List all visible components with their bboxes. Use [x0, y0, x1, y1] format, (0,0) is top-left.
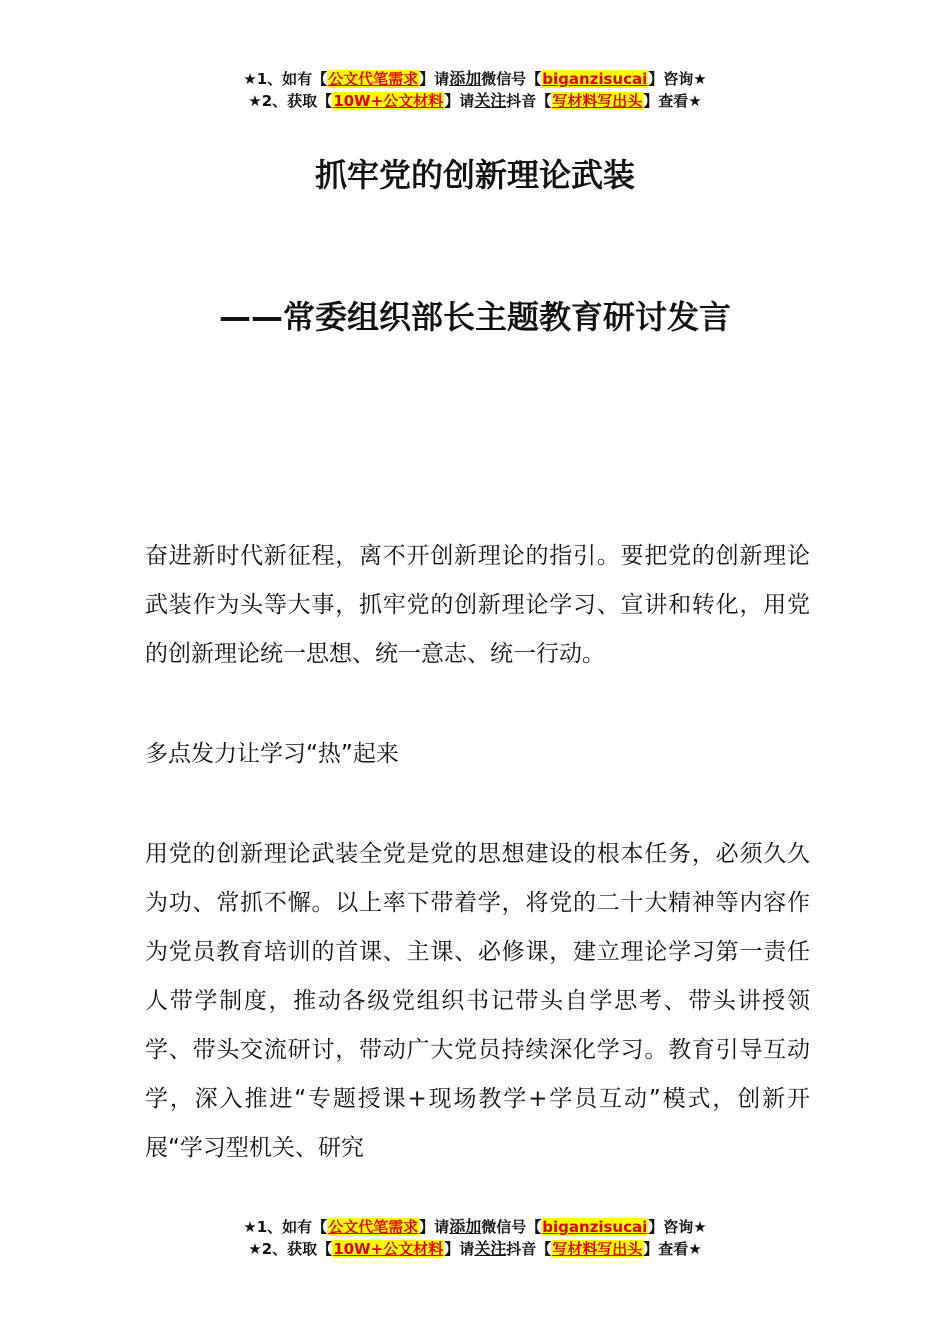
highlight-text: 公文代笔需求 [328, 70, 419, 88]
banner-text: ★2、获取【 [248, 92, 333, 110]
underlined-text: 添加 [449, 69, 482, 88]
highlight-text: 10W+公文材料 [333, 1240, 444, 1258]
underlined-text: 关注 [474, 91, 507, 110]
bottom-banner [0, 1216, 950, 1260]
douyin-id: 写材料写出头 [552, 92, 643, 110]
banner-text: 】请 [419, 1218, 450, 1236]
banner-text: 抖音【 [506, 1240, 552, 1258]
highlight-text: 10W+公文材料 [333, 92, 444, 110]
document-title: 抓牢党的创新理论武装 [314, 156, 635, 194]
highlight-text: 公文代笔需求 [328, 1218, 419, 1236]
section-heading: 多点发力让学习“热”起来 [145, 741, 399, 767]
banner-text: 】查看★ [643, 92, 702, 110]
banner-text: ★1、如有【 [243, 1218, 328, 1236]
banner-line-2 [0, 90, 950, 112]
banner-text: ★2、获取【 [248, 1240, 333, 1258]
banner-text: 抖音【 [506, 92, 552, 110]
banner-line-1 [0, 1216, 950, 1238]
banner-text: 】查看★ [643, 1240, 702, 1258]
underlined-text: 添加 [449, 1217, 482, 1236]
underlined-text: 关注 [474, 1239, 507, 1258]
banner-text: 】咨询★ [648, 70, 707, 88]
paragraph-intro: 奋进新时代新征程，离不开创新理论的指引。要把党的创新理论武装作为头等大事，抓牢党的创新理论学习、宣讲和转化，用党的创新理论统一思想、统一意志、统一行动。 [145, 543, 810, 667]
document-subtitle: ——常委组织部长主题教育研讨发言 [218, 298, 731, 336]
douyin-id: 写材料写出头 [552, 1240, 643, 1258]
top-banner [0, 68, 950, 112]
banner-line-2 [0, 1238, 950, 1260]
banner-text: 】请 [444, 92, 475, 110]
banner-text: ★1、如有【 [243, 70, 328, 88]
wechat-id: biganzisucai [542, 70, 648, 88]
wechat-id: biganzisucai [542, 1218, 648, 1236]
banner-text: 微信号【 [481, 70, 542, 88]
banner-line-1 [0, 68, 950, 90]
banner-text: 】请 [444, 1240, 475, 1258]
paragraph-body: 用党的创新理论武装全党是党的思想建设的根本任务，必须久久为功、常抓不懈。以上率下带着学，将党的二十大精神等内容作为党员教育培训的首课、主课、必修课，建立理论学习第一责任人带学制度，推动各级党组织书记带头自学思考、带头讲授领学、带头交流研讨，带动广大党员持续深化学习。教育引导互动学，深入推进“专题授课+现场教学+学员互动”模式，创新开展“学习型机关、研究 [145, 841, 810, 1161]
banner-text: 微信号【 [481, 1218, 542, 1236]
banner-text: 】咨询★ [648, 1218, 707, 1236]
banner-text: 】请 [419, 70, 450, 88]
